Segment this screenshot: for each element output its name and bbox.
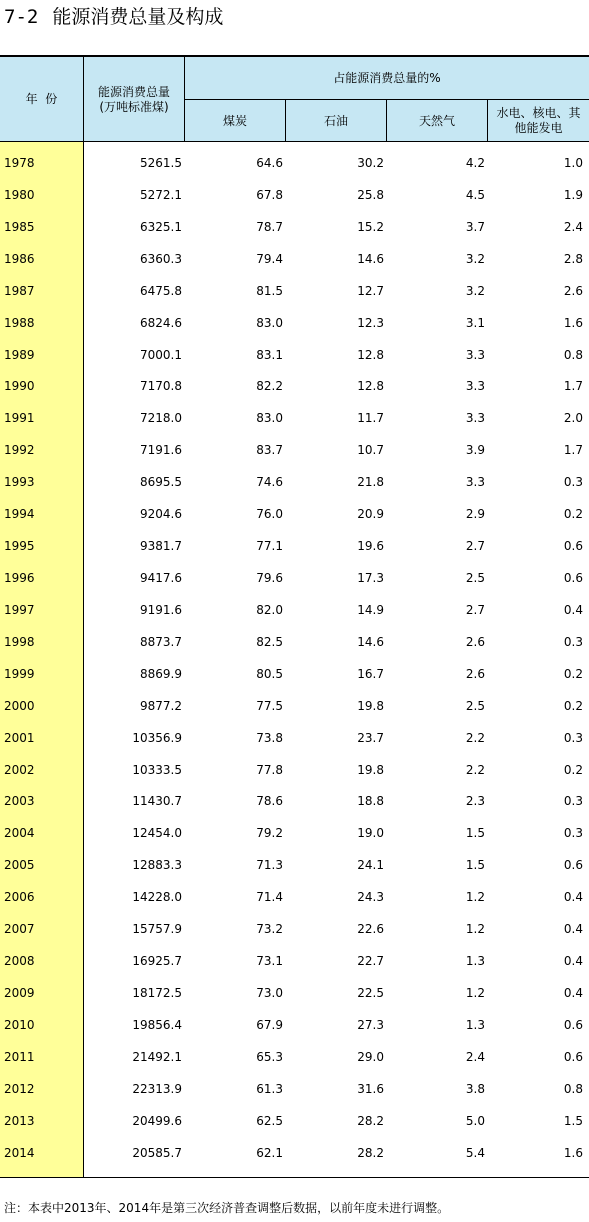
gas-share-cell: 2.9 xyxy=(465,507,485,522)
coal-share-cell: 79.2 xyxy=(256,826,283,841)
gas-share-cell: 4.2 xyxy=(465,156,485,170)
total-consumption-cell: 7218.0 xyxy=(140,411,182,426)
coal-share-cell: 73.0 xyxy=(256,985,283,1000)
total-consumption-cell: 5261.5 xyxy=(140,156,182,170)
gas-share-cell: 3.3 xyxy=(465,347,485,362)
gas-share-cell: 5.0 xyxy=(465,1113,485,1128)
table-row xyxy=(0,337,589,369)
gas-share-cell: 5.4 xyxy=(465,1145,485,1160)
coal-share-cell: 67.8 xyxy=(256,187,283,202)
other-power-share-cell: 0.3 xyxy=(563,730,583,745)
coal-share-cell: 80.5 xyxy=(256,666,283,681)
table-row xyxy=(0,273,589,305)
year-cell: 2005 xyxy=(4,858,35,873)
oil-share-cell: 28.2 xyxy=(357,1145,384,1160)
year-cell: 1988 xyxy=(4,315,35,330)
coal-share-cell: 65.3 xyxy=(256,1049,283,1064)
other-power-share-cell: 0.4 xyxy=(563,922,583,937)
total-consumption-cell: 20585.7 xyxy=(132,1145,182,1160)
total-consumption-cell: 10356.9 xyxy=(132,730,182,745)
other-power-share-cell: 0.3 xyxy=(563,826,583,841)
total-consumption-cell: 6475.8 xyxy=(140,283,182,298)
oil-share-cell: 24.1 xyxy=(357,858,384,873)
other-power-share-cell: 0.6 xyxy=(563,1049,583,1064)
table-note: 注：本表中2013年、2014年是第三次经济普查调整后数据，以前年度未进行调整。 xyxy=(4,1201,450,1215)
coal-share-cell: 81.5 xyxy=(256,283,283,298)
total-consumption-cell: 9417.6 xyxy=(140,570,182,585)
gas-share-cell: 2.6 xyxy=(465,666,485,681)
gas-share-cell: 4.5 xyxy=(465,187,485,202)
coal-share-cell: 64.6 xyxy=(256,156,283,170)
gas-share-cell: 3.2 xyxy=(465,283,485,298)
share-group-header: 占能源消费总量的% xyxy=(333,71,441,85)
year-cell: 1997 xyxy=(4,602,35,617)
table-row xyxy=(0,720,589,752)
oil-share-cell: 30.2 xyxy=(357,156,384,170)
table-row xyxy=(0,911,589,943)
year-cell: 1991 xyxy=(4,411,35,426)
total-header-line1: 能源消费总量 xyxy=(97,85,170,99)
oil-share-cell: 19.8 xyxy=(357,698,384,713)
header-bottom-rule xyxy=(0,141,589,142)
year-cell: 1989 xyxy=(4,347,35,362)
coal-share-cell: 78.6 xyxy=(256,794,283,809)
gas-share-cell: 1.3 xyxy=(465,1017,485,1032)
total-consumption-cell: 6824.6 xyxy=(140,315,182,330)
oil-share-cell: 27.3 xyxy=(357,1017,384,1032)
coal-share-cell: 82.5 xyxy=(256,634,283,649)
table-row xyxy=(0,592,589,624)
gas-share-cell: 1.5 xyxy=(465,826,485,841)
coal-share-cell: 73.8 xyxy=(256,730,283,745)
oil-share-cell: 10.7 xyxy=(357,443,384,458)
oil-share-cell: 19.8 xyxy=(357,762,384,777)
year-cell: 2011 xyxy=(4,1049,35,1064)
year-cell: 2013 xyxy=(4,1113,35,1128)
table-row xyxy=(0,879,589,911)
other-power-share-cell: 2.4 xyxy=(563,219,583,234)
gas-share-cell: 2.5 xyxy=(465,570,485,585)
table-row xyxy=(0,752,589,784)
table-row xyxy=(0,400,589,432)
coal-share-cell: 77.8 xyxy=(256,762,283,777)
other-power-share-cell: 0.6 xyxy=(563,539,583,554)
total-consumption-cell: 7170.8 xyxy=(140,379,182,394)
table-row xyxy=(0,560,589,592)
coal-share-cell: 61.3 xyxy=(256,1081,283,1096)
gas-share-cell: 2.3 xyxy=(465,794,485,809)
table-row xyxy=(0,464,589,496)
total-consumption-cell: 12883.3 xyxy=(132,858,182,873)
other-power-share-cell: 0.6 xyxy=(563,570,583,585)
table-row xyxy=(0,1103,589,1135)
other-power-share-cell: 0.4 xyxy=(563,602,583,617)
gas-share-cell: 1.2 xyxy=(465,890,485,905)
table-number: 7-2 xyxy=(4,6,39,28)
gas-share-cell: 3.1 xyxy=(465,315,485,330)
total-consumption-cell: 7191.6 xyxy=(140,443,182,458)
year-cell: 2001 xyxy=(4,730,35,745)
total-consumption-cell: 6360.3 xyxy=(140,251,182,266)
oil-share-cell: 14.9 xyxy=(357,602,384,617)
other-power-header xyxy=(488,106,589,136)
total-consumption-cell: 20499.6 xyxy=(132,1113,182,1128)
other-power-share-cell: 2.6 xyxy=(563,283,583,298)
gas-share-cell: 1.3 xyxy=(465,954,485,969)
other-power-share-cell: 0.2 xyxy=(563,762,583,777)
oil-share-cell: 22.7 xyxy=(357,954,384,969)
other-power-share-cell: 1.6 xyxy=(563,1145,583,1160)
table-row xyxy=(0,305,589,337)
total-consumption-cell: 9381.7 xyxy=(140,539,182,554)
oil-share-cell: 17.3 xyxy=(357,570,384,585)
oil-share-cell: 18.8 xyxy=(357,794,384,809)
total-consumption-cell: 12454.0 xyxy=(132,826,182,841)
total-consumption-cell: 16925.7 xyxy=(132,954,182,969)
table-body xyxy=(0,145,589,1167)
coal-share-cell: 62.1 xyxy=(256,1145,283,1160)
coal-share-cell: 74.6 xyxy=(256,475,283,490)
oil-share-cell: 29.0 xyxy=(357,1049,384,1064)
other-power-share-cell: 1.7 xyxy=(563,443,583,458)
year-cell: 1990 xyxy=(4,379,35,394)
year-cell: 1994 xyxy=(4,507,35,522)
total-consumption-cell: 9877.2 xyxy=(140,698,182,713)
gas-share-cell: 3.3 xyxy=(465,379,485,394)
year-cell: 1992 xyxy=(4,443,35,458)
table-row xyxy=(0,1007,589,1039)
year-cell: 1998 xyxy=(4,634,35,649)
other-power-header-line2: 他能发电 xyxy=(514,121,563,135)
other-power-share-cell: 1.0 xyxy=(563,156,583,170)
total-consumption-cell: 14228.0 xyxy=(132,890,182,905)
other-power-share-cell: 2.0 xyxy=(563,411,583,426)
coal-share-cell: 79.4 xyxy=(256,251,283,266)
coal-share-cell: 82.0 xyxy=(256,602,283,617)
gas-share-cell: 2.2 xyxy=(465,762,485,777)
total-consumption-cell: 7000.1 xyxy=(140,347,182,362)
bottom-rule xyxy=(0,1177,589,1178)
total-consumption-cell: 11430.7 xyxy=(132,794,182,809)
year-cell: 1987 xyxy=(4,283,35,298)
gas-share-cell: 3.7 xyxy=(465,219,485,234)
table-row xyxy=(0,432,589,464)
other-power-share-cell: 1.9 xyxy=(563,187,583,202)
gas-share-cell: 2.7 xyxy=(465,539,485,554)
other-power-share-cell: 1.5 xyxy=(563,1113,583,1128)
table-row xyxy=(0,1039,589,1071)
table-row xyxy=(0,145,589,177)
other-power-share-cell: 1.7 xyxy=(563,379,583,394)
gas-header: 天然气 xyxy=(418,114,455,128)
total-consumption-cell: 8695.5 xyxy=(140,475,182,490)
other-power-header-line1: 水电、核电、其 xyxy=(496,106,581,120)
total-header-line2: (万吨标准煤) xyxy=(99,100,169,114)
table-row xyxy=(0,368,589,400)
year-header: 年 份 xyxy=(25,92,58,106)
total-header xyxy=(84,85,184,115)
table-row xyxy=(0,688,589,720)
year-cell: 2007 xyxy=(4,922,35,937)
oil-share-cell: 22.5 xyxy=(357,985,384,1000)
year-cell: 1995 xyxy=(4,539,35,554)
total-consumption-cell: 10333.5 xyxy=(132,762,182,777)
year-cell: 2002 xyxy=(4,762,35,777)
coal-share-cell: 71.4 xyxy=(256,890,283,905)
year-cell: 2000 xyxy=(4,698,35,713)
gas-share-cell: 2.7 xyxy=(465,602,485,617)
oil-share-cell: 14.6 xyxy=(357,634,384,649)
oil-share-cell: 12.7 xyxy=(357,283,384,298)
gas-share-cell: 2.6 xyxy=(465,634,485,649)
gas-share-cell: 2.2 xyxy=(465,730,485,745)
table-row xyxy=(0,975,589,1007)
other-power-share-cell: 0.2 xyxy=(563,666,583,681)
other-power-share-cell: 0.4 xyxy=(563,890,583,905)
coal-share-cell: 77.5 xyxy=(256,698,283,713)
oil-share-cell: 24.3 xyxy=(357,890,384,905)
year-cell: 1986 xyxy=(4,251,35,266)
year-cell: 1985 xyxy=(4,219,35,234)
oil-share-cell: 12.8 xyxy=(357,347,384,362)
table-row xyxy=(0,241,589,273)
table-row xyxy=(0,496,589,528)
table-row xyxy=(0,847,589,879)
gas-share-cell: 1.2 xyxy=(465,985,485,1000)
year-cell: 1999 xyxy=(4,666,35,681)
oil-share-cell: 16.7 xyxy=(357,666,384,681)
year-cell: 2010 xyxy=(4,1017,35,1032)
table-row xyxy=(0,209,589,241)
oil-share-cell: 21.8 xyxy=(357,475,384,490)
other-power-share-cell: 0.4 xyxy=(563,985,583,1000)
oil-share-cell: 12.8 xyxy=(357,379,384,394)
coal-share-cell: 73.2 xyxy=(256,922,283,937)
oil-share-cell: 23.7 xyxy=(357,730,384,745)
table-title xyxy=(4,6,223,28)
gas-share-cell: 2.5 xyxy=(465,698,485,713)
total-consumption-cell: 19856.4 xyxy=(132,1017,182,1032)
other-power-share-cell: 0.2 xyxy=(563,507,583,522)
total-consumption-cell: 15757.9 xyxy=(132,922,182,937)
other-power-share-cell: 1.6 xyxy=(563,315,583,330)
other-power-share-cell: 0.8 xyxy=(563,1081,583,1096)
year-cell: 1980 xyxy=(4,187,35,202)
gas-share-cell: 1.2 xyxy=(465,922,485,937)
table-row xyxy=(0,624,589,656)
coal-share-cell: 76.0 xyxy=(256,507,283,522)
total-consumption-cell: 8873.7 xyxy=(140,634,182,649)
other-power-share-cell: 0.8 xyxy=(563,347,583,362)
oil-share-cell: 19.6 xyxy=(357,539,384,554)
oil-share-cell: 22.6 xyxy=(357,922,384,937)
gas-share-cell: 3.2 xyxy=(465,251,485,266)
gas-share-cell: 2.4 xyxy=(465,1049,485,1064)
year-cell: 2006 xyxy=(4,890,35,905)
oil-share-cell: 15.2 xyxy=(357,219,384,234)
oil-share-cell: 31.6 xyxy=(357,1081,384,1096)
year-cell: 1993 xyxy=(4,475,35,490)
total-consumption-cell: 22313.9 xyxy=(132,1081,182,1096)
year-cell: 2003 xyxy=(4,794,35,809)
table-row xyxy=(0,1135,589,1167)
table-row xyxy=(0,783,589,815)
year-cell: 1978 xyxy=(4,156,35,170)
total-consumption-cell: 9191.6 xyxy=(140,602,182,617)
coal-share-cell: 83.0 xyxy=(256,411,283,426)
coal-share-cell: 83.1 xyxy=(256,347,283,362)
table-row xyxy=(0,528,589,560)
oil-header: 石油 xyxy=(323,114,348,128)
total-consumption-cell: 5272.1 xyxy=(140,187,182,202)
total-consumption-cell: 6325.1 xyxy=(140,219,182,234)
coal-share-cell: 77.1 xyxy=(256,539,283,554)
gas-share-cell: 3.9 xyxy=(465,443,485,458)
other-power-share-cell: 0.2 xyxy=(563,698,583,713)
oil-share-cell: 11.7 xyxy=(357,411,384,426)
oil-share-cell: 19.0 xyxy=(357,826,384,841)
table-row xyxy=(0,177,589,209)
coal-share-cell: 78.7 xyxy=(256,219,283,234)
other-power-share-cell: 0.6 xyxy=(563,858,583,873)
year-cell: 2008 xyxy=(4,954,35,969)
coal-share-cell: 71.3 xyxy=(256,858,283,873)
coal-share-cell: 83.7 xyxy=(256,443,283,458)
oil-share-cell: 28.2 xyxy=(357,1113,384,1128)
table-row xyxy=(0,815,589,847)
total-consumption-cell: 9204.6 xyxy=(140,507,182,522)
gas-share-cell: 3.8 xyxy=(465,1081,485,1096)
table-title-text: 能源消费总量及构成 xyxy=(52,6,224,28)
gas-share-cell: 1.5 xyxy=(465,858,485,873)
coal-share-cell: 62.5 xyxy=(256,1113,283,1128)
coal-share-cell: 67.9 xyxy=(256,1017,283,1032)
year-cell: 2014 xyxy=(4,1145,35,1160)
other-power-share-cell: 2.8 xyxy=(563,251,583,266)
year-cell: 2009 xyxy=(4,985,35,1000)
other-power-share-cell: 0.4 xyxy=(563,954,583,969)
gas-share-cell: 3.3 xyxy=(465,411,485,426)
year-cell: 1996 xyxy=(4,570,35,585)
other-power-share-cell: 0.3 xyxy=(563,475,583,490)
oil-share-cell: 14.6 xyxy=(357,251,384,266)
oil-share-cell: 20.9 xyxy=(357,507,384,522)
coal-share-cell: 82.2 xyxy=(256,379,283,394)
total-consumption-cell: 18172.5 xyxy=(132,985,182,1000)
table-row xyxy=(0,656,589,688)
oil-share-cell: 25.8 xyxy=(357,187,384,202)
gas-share-cell: 3.3 xyxy=(465,475,485,490)
coal-share-cell: 73.1 xyxy=(256,954,283,969)
coal-share-cell: 79.6 xyxy=(256,570,283,585)
oil-share-cell: 12.3 xyxy=(357,315,384,330)
year-cell: 2012 xyxy=(4,1081,35,1096)
table-row xyxy=(0,943,589,975)
total-consumption-cell: 21492.1 xyxy=(132,1049,182,1064)
coal-share-cell: 83.0 xyxy=(256,315,283,330)
total-consumption-cell: 8869.9 xyxy=(140,666,182,681)
other-power-share-cell: 0.3 xyxy=(563,634,583,649)
year-cell: 2004 xyxy=(4,826,35,841)
other-power-share-cell: 0.3 xyxy=(563,794,583,809)
coal-header: 煤炭 xyxy=(222,114,247,128)
other-power-share-cell: 0.6 xyxy=(563,1017,583,1032)
table-row xyxy=(0,1071,589,1103)
